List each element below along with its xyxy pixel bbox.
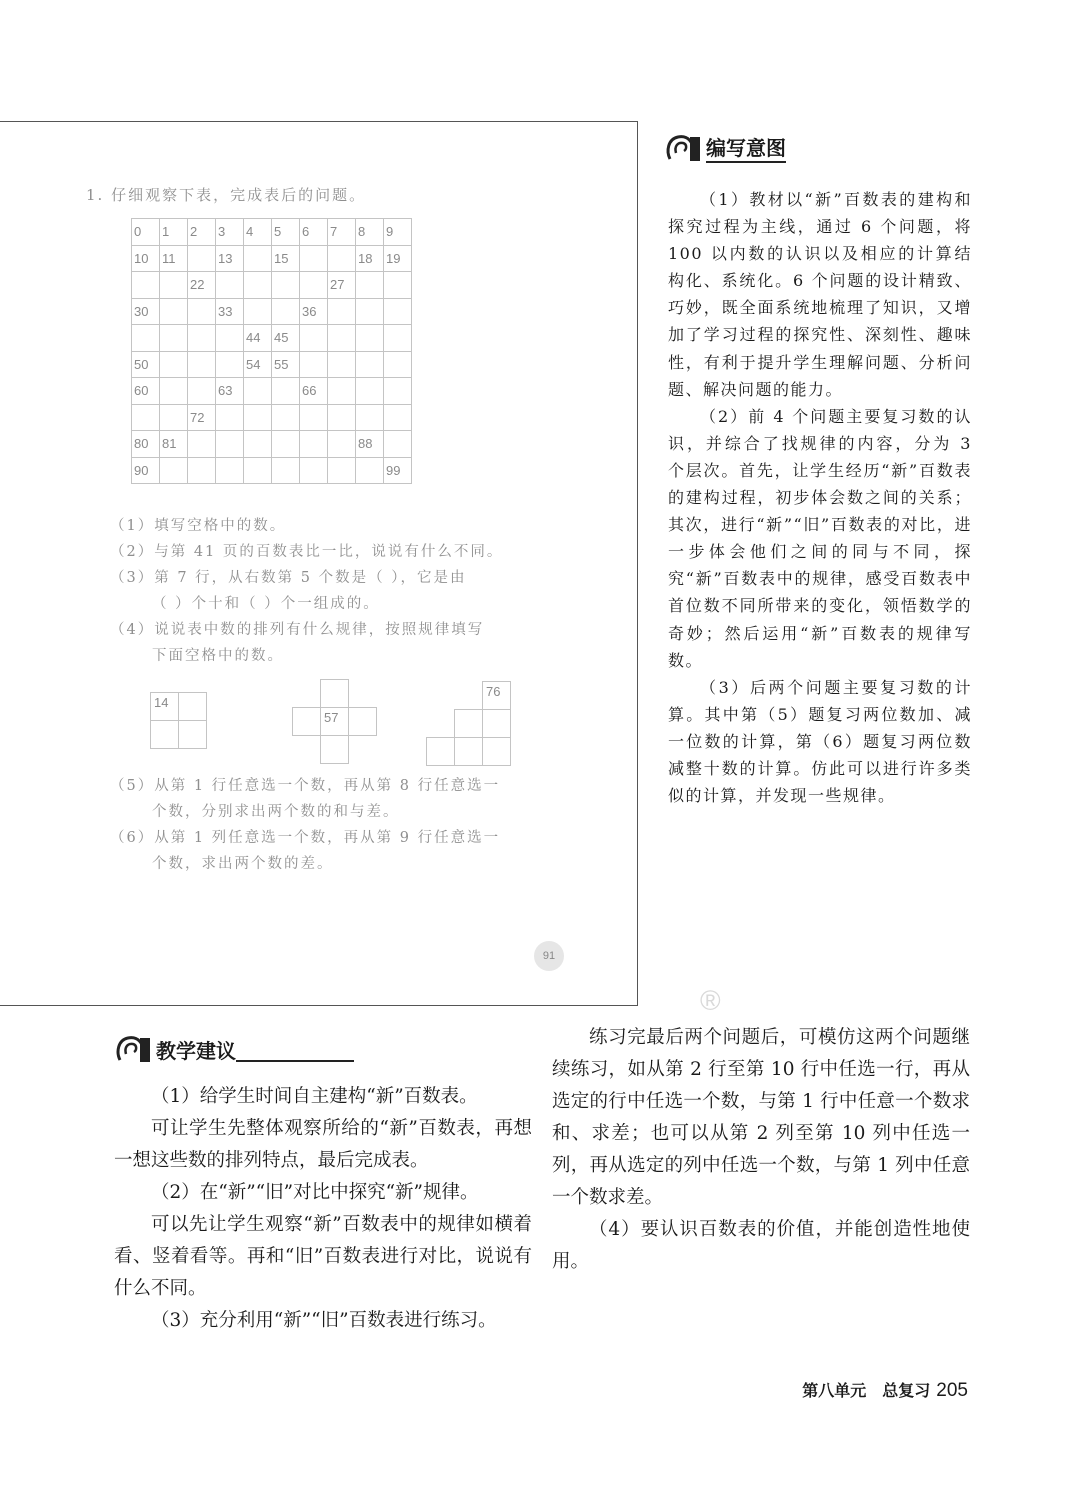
puzzle-cell [292,707,321,736]
paragraph: （4）要认识百数表的价值，并能创造性地使用。 [552,1219,970,1272]
table-row [132,325,412,352]
table-cell [188,351,216,378]
table-cell [384,325,412,352]
table-row [132,219,412,246]
table-cell [384,404,412,431]
table-cell [356,457,384,484]
table-cell: 9 [384,219,412,246]
table-cell: 45 [272,325,300,352]
table-cell [356,298,384,325]
table-row [132,272,412,299]
table-cell: 22 [188,272,216,299]
table-cell [216,325,244,352]
table-cell [160,404,188,431]
ear-icon [114,1034,150,1064]
table-cell [272,431,300,458]
table-cell [356,272,384,299]
table-cell [244,272,272,299]
table-cell [384,378,412,405]
table-row [132,351,412,378]
puzzle-cell [454,709,483,738]
table-cell [300,404,328,431]
table-cell [300,457,328,484]
teaching-right-column [552,1022,970,1278]
table-cell [244,378,272,405]
table-cell: 3 [216,219,244,246]
table-cell [356,351,384,378]
paragraph: 可以先让学生观察“新”百数表中的规律如横着看、竖着看等。再和“旧”百数表进行对比，说说有什么不同。 [114,1214,532,1299]
table-cell [300,245,328,272]
table-cell: 0 [132,219,160,246]
paragraph: 可让学生先整体观察所给的“新”百数表，再想一想这些数的排列特点，最后完成表。 [114,1118,532,1171]
writing-intent-text [668,186,972,809]
table-cell [384,298,412,325]
question-line: （5）从第 1 行任意选一个数，再从第 8 行任意选一 [110,778,501,794]
puzzle-cell: 14 [150,692,179,721]
table-cell: 63 [216,378,244,405]
table-cell [328,457,356,484]
table-cell: 80 [132,431,160,458]
paragraph: （2）前 4 个问题主要复习数的认识，并综合了找规律的内容，分为 3 个层次。首先，让学生经历“新”百数表的建构过程，初步体会数之间的关系；其次，进行“新”“旧”百数表的对比，进一步体会他们之间的同与不同，探究“新”百数表中的规律，感受百数表中首位数不同所带来的变化，领悟数学的奇妙；然后运用“新”百数表的规律写数。 [668,406,972,670]
heading-rule [236,1060,354,1062]
table-cell [160,298,188,325]
puzzle-cell [482,737,511,766]
table-cell [216,272,244,299]
section-title: 编写意图 [706,132,786,163]
table-cell [384,431,412,458]
table-row [132,245,412,272]
table-cell [188,378,216,405]
table-cell [272,298,300,325]
table-cell: 60 [132,378,160,405]
table-cell [272,457,300,484]
page-footer [802,1378,968,1402]
table-cell: 50 [132,351,160,378]
question-line: （ ）个十和（ ）个一组成的。 [152,596,380,612]
table-cell: 7 [328,219,356,246]
table-cell [244,457,272,484]
table-cell [160,351,188,378]
puzzle-cell [150,720,179,749]
table-cell [188,298,216,325]
table-cell [300,431,328,458]
hundred-table [131,218,412,484]
question-line: 个数，求出两个数的差。 [152,856,334,872]
puzzle-cell [320,735,349,764]
teaching-left-column [114,1081,532,1337]
paragraph: （3）后两个问题主要复习数的计算。其中第（5）题复习两位数加、减一位数的计算，第（6）题复习两位数减整十数的计算。仿此可以进行许多类似的计算，并发现一些规律。 [668,677,972,806]
textbook-page-number: 91 [534,941,564,971]
table-cell [328,431,356,458]
table-cell: 88 [356,431,384,458]
question-line: （3）第 7 行，从右数第 5 个数是（ ），它是由 [110,570,467,586]
table-cell [328,325,356,352]
table-cell [188,245,216,272]
table-cell [272,404,300,431]
table-cell: 33 [216,298,244,325]
table-cell [132,272,160,299]
table-cell [216,431,244,458]
table-cell: 99 [384,457,412,484]
puzzle-cell: 76 [482,681,511,710]
table-cell [188,457,216,484]
table-cell [328,298,356,325]
table-cell [160,457,188,484]
teaching-suggestions-heading [114,1034,354,1064]
table-cell: 18 [356,245,384,272]
table-cell [160,325,188,352]
table-cell [356,404,384,431]
puzzle-cell [178,692,207,721]
table-cell [160,378,188,405]
table-cell [328,245,356,272]
table-cell [244,431,272,458]
writing-intent-heading [664,132,786,163]
table-cell: 4 [244,219,272,246]
table-cell [328,351,356,378]
table-cell [356,325,384,352]
paragraph: （3）充分利用“新”“旧”百数表进行练习。 [151,1310,497,1331]
paragraph: （2）在“新”“旧”对比中探究“新”规律。 [151,1182,479,1203]
table-cell [244,245,272,272]
table-cell: 55 [272,351,300,378]
table-cell: 13 [216,245,244,272]
table-cell [244,404,272,431]
table-cell: 15 [272,245,300,272]
table-cell: 72 [188,404,216,431]
puzzle-cell: 57 [320,707,349,736]
table-cell: 19 [384,245,412,272]
paragraph: （1）给学生时间自主建构“新”百数表。 [151,1086,478,1107]
puzzle-cell [178,720,207,749]
question-line: 下面空格中的数。 [152,648,284,664]
table-cell [188,431,216,458]
question-line: （4）说说表中数的排列有什么规律，按照规律填写 [110,622,485,638]
paragraph: （1）教材以“新”百数表的建构和探究过程为主线，通过 6 个问题，将 100 以内数的认识以及相应的计算结构化、系统化。6 个问题的设计精致、巧妙，既全面系统地梳理了知识，又增加了学习过程的探究性、深刻性、趣味性，有利于提升学生理解问题、分析问题、解决问题的能力。 [668,190,972,399]
questions-list [110,513,503,669]
puzzle-cell [348,707,377,736]
table-cell: 1 [160,219,188,246]
table-cell: 8 [356,219,384,246]
puzzle-cell [454,737,483,766]
question-line: 个数，分别求出两个数的和与差。 [152,804,400,820]
table-cell [384,351,412,378]
table-row [132,378,412,405]
puzzle-cell [320,679,349,708]
question-line: （1）填写空格中的数。 [110,518,287,534]
table-cell [244,298,272,325]
table-cell [328,404,356,431]
table-cell [272,378,300,405]
table-cell [216,404,244,431]
table-cell: 44 [244,325,272,352]
ear-icon [664,133,700,163]
page-number: 205 [936,1380,968,1401]
table-cell [300,351,328,378]
table-cell: 11 [160,245,188,272]
table-cell: 5 [272,219,300,246]
table-row [132,404,412,431]
table-row [132,431,412,458]
puzzle-cell [426,737,455,766]
table-cell: 81 [160,431,188,458]
table-row [132,457,412,484]
table-cell [188,325,216,352]
table-cell: 30 [132,298,160,325]
table-cell [132,404,160,431]
table-cell: 66 [300,378,328,405]
table-cell [328,378,356,405]
table-cell [272,272,300,299]
table-cell: 54 [244,351,272,378]
table-cell [384,272,412,299]
registered-mark: ® [700,985,721,1016]
unit-label: 第八单元 总复习 [802,1381,931,1400]
table-cell: 27 [328,272,356,299]
table-row [132,298,412,325]
questions-list-b [110,773,500,877]
table-cell: 6 [300,219,328,246]
table-cell [160,272,188,299]
table-cell [132,325,160,352]
table-cell [356,378,384,405]
puzzle-cell [482,709,511,738]
question-line: （2）与第 41 页的百数表比一比，说说有什么不同。 [110,544,504,560]
table-cell [216,457,244,484]
paragraph: 练习完最后两个问题后，可模仿这两个问题继续练习，如从第 2 行至第 10 行中任选一行，再从选定的行中任选一个数，与第 1 行中任意一个数求和、求差；也可以从第 2 列至第 10 列中任选一列，再从选定的列中任选一个数，与第 1 列中任意一个数求差。 [552,1027,970,1208]
table-cell [300,325,328,352]
question-title: 1. 仔细观察下表，完成表后的问题。 [86,186,367,204]
table-cell: 2 [188,219,216,246]
section-title: 教学建议 [156,1038,236,1063]
table-cell: 90 [132,457,160,484]
table-cell [216,351,244,378]
table-cell: 10 [132,245,160,272]
table-cell: 36 [300,298,328,325]
question-line: （6）从第 1 列任意选一个数，再从第 9 行任意选一 [110,830,501,846]
table-cell [300,272,328,299]
